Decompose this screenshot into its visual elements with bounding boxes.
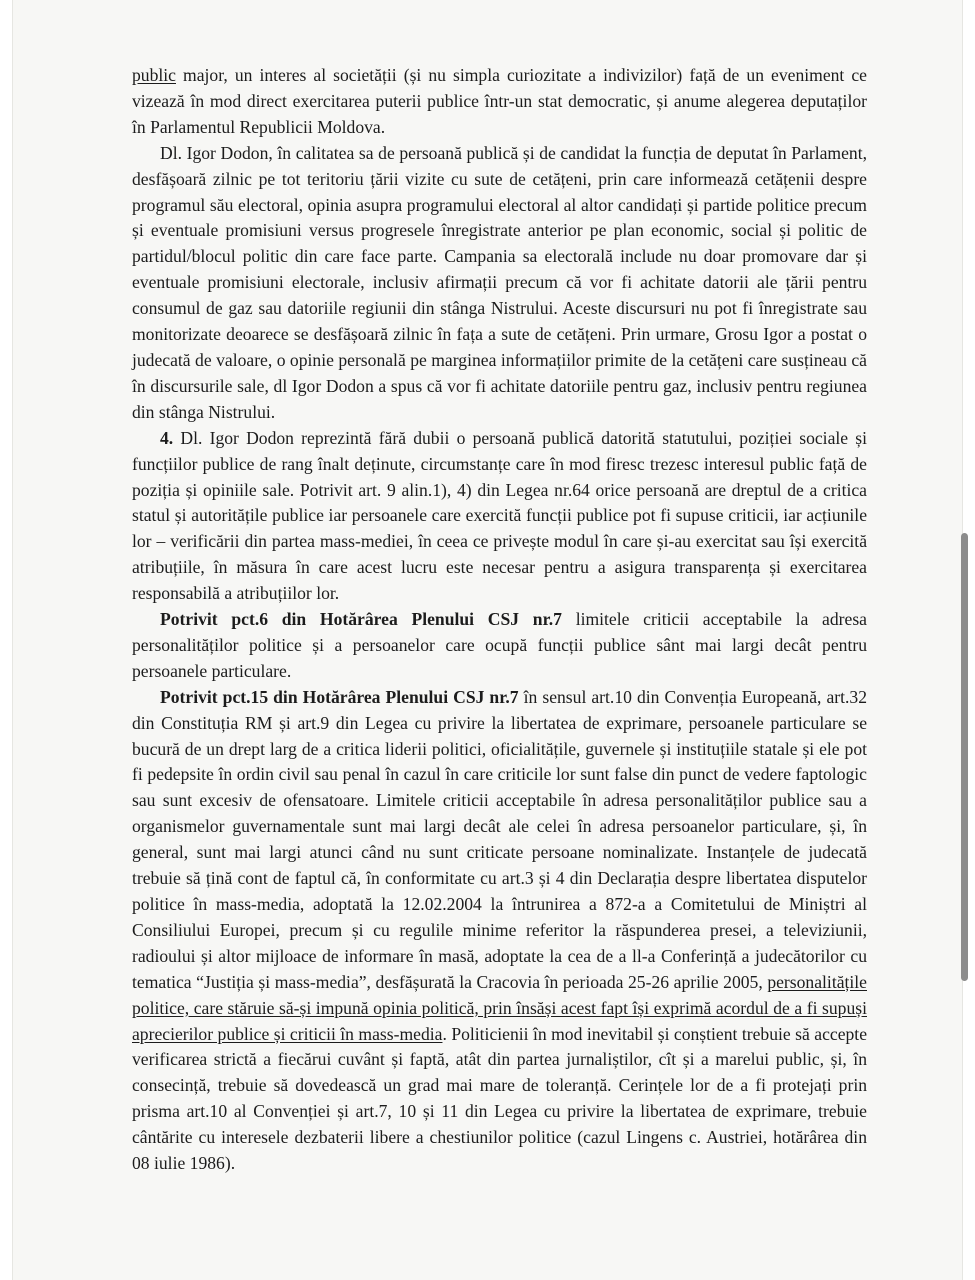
legal-reference-pct6: Potrivit pct.6 din Hotărârea Plenului CSJ nr.7 [160, 609, 562, 630]
point-number: 4. [160, 427, 174, 448]
paragraph-dodon-campaign [132, 141, 867, 426]
vertical-scrollbar[interactable] [961, 533, 968, 981]
document-page [12, 0, 963, 1280]
paragraph-point-4 [132, 426, 867, 607]
underlined-word-public: public [132, 65, 176, 85]
underlined-quote: personalitățile politice, care stăruie să-și impună opinia politică, prin însăși acest fapt își exprimă acordul de a fi supuși aprecierilor publice și criticii în mass-media [132, 971, 867, 1044]
paragraph-public-interest [132, 63, 867, 141]
legal-reference-pct15: Potrivit pct.15 din Hotărârea Plenului CSJ nr.7 [160, 686, 519, 707]
paragraph-text: Dl. Igor Dodon, în calitatea sa de persoană publică și de candidat la funcția de deputat în Parlament, desfășoară zilnic pe tot teritoriu țării vizite cu sute de cetățeni, prin care informează cetățenii despre programul său electoral, opinia asupra programului electoral al altor candidați și partide politice precum și eventuale promisiuni versus progresele înregistrate anterior pe plan economic, social și politic de partidul/blocul politic din care face parte. Campania sa electorală include nu doar promovare dar și eventuale promisiuni electorale, inclusiv afirmații precum că vor fi achitate datorii ale țării pentru consumul de gaz sau datoriile regiunii din stânga Nistrului. Aceste discursuri nu pot fi înregistrate sau monitorizate deoarece se desfășoară zilnic în fața a sute de cetățeni. Prin urmare, Grosu Igor a postat o judecată de valoare, o opinie personală pe marginea informațiilor primite de la cetățeni care susțineau că în discursurile sale, dl Igor Dodon a spus că vor fi achitate datoriile pentru gaz, inclusiv pentru regiunea din stânga Nistrului. [132, 142, 867, 422]
paragraph-text: major, un interes al societății (și nu simpla curiozitate a indivizilor) față de un eveniment ce vizează în mod direct exercitarea puterii publice într-un stat democratic, și anume alegerea deputaților în Parlamentul Republicii Moldova. [132, 65, 867, 137]
paragraph-pct-6 [132, 607, 867, 685]
paragraph-text: . Politicienii în mod inevitabil și conștient trebuie să accepte verificarea strictă a fiecărui cuvânt și faptă, atât din partea jurnaliștilor, cît și a marelui public, și, în consecință, trebuie să dovedească un grad mai mare de toleranță. Cerințele lor de a fi protejați prin prisma art.10 al Convenției și art.7, 10 și 11 din Legea cu privire la libertatea de exprimare, trebuie cântărite cu interesele dezbaterii libere a chestiunilor politice (cazul Lingens c. Austriei, hotărârea din 08 iulie 1986). [132, 1023, 867, 1174]
document-body [132, 63, 867, 1177]
paragraph-text: limitele criticii acceptabile la adresa personalităților politice și a persoanelor care ocupă funcții publice sânt mai largi decât pentru persoanele particulare. [132, 609, 867, 681]
paragraph-text: Dl. Igor Dodon reprezintă fără dubii o persoană publică datorită statutului, poziției sociale și funcțiilor publice de rang înalt deținute, circumstanțe care în mod firesc trezesc interesul public față de poziția și opiniile sale. Potrivit art. 9 alin.1), 4) din Legea nr.64 orice persoană are dreptul de a critica statul și autoritățile publice iar persoanele care exercită funcții publice pot fi supuse criticii, iar acțiunile lor – verificării din partea mass-mediei, în ceea ce privește modul în care și-au exercitat sau își exercită atribuțiile, în măsura în care acest lucru este necesar pentru a asigura transparența și exercitarea responsabilă a atribuțiilor lor. [132, 427, 867, 604]
paragraph-text: în sensul art.10 din Convenția Europeană, art.32 din Constituția RM și art.9 din Legea cu privire la libertatea de exprimare, persoanele particulare se bucură de un drept larg de a critica liderii politici, oficialitățile, guvernele și instituțiile statale și ele pot fi pedepsite în ordin civil sau penal în cazul în care criticile lor sunt false din punct de vedere faptologic sau sunt excesiv de ofensatoare. Limitele criticii acceptabile în adresa personalităților publice sau a organismelor guvernamentale sunt mai largi decât ale celei în adresa persoanelor particulare, și, în general, sunt mai largi atunci când nu sunt criticate persoane nominalizate. Instanțele de judecată trebuie să țină cont de faptul că, în conformitate cu art.3 și 4 din Declarația despre libertatea disputelor politice în mass-media, adoptată la 12.02.2004 la întrunirea a 872-a a Comitetului de Miniștri al Consiliului Europei, precum și cu regulile minime referitor la răspunderea presei, a televiziunii, radioului și altor mijloace de informare în masă, adoptate la cea de a ll-a Conferință a judecătorilor cu tematica “Justiția și mass-media”, desfășurată la Cracovia în perioada 25-26 aprilie 2005, [132, 686, 867, 992]
paragraph-pct-15 [132, 685, 867, 1177]
